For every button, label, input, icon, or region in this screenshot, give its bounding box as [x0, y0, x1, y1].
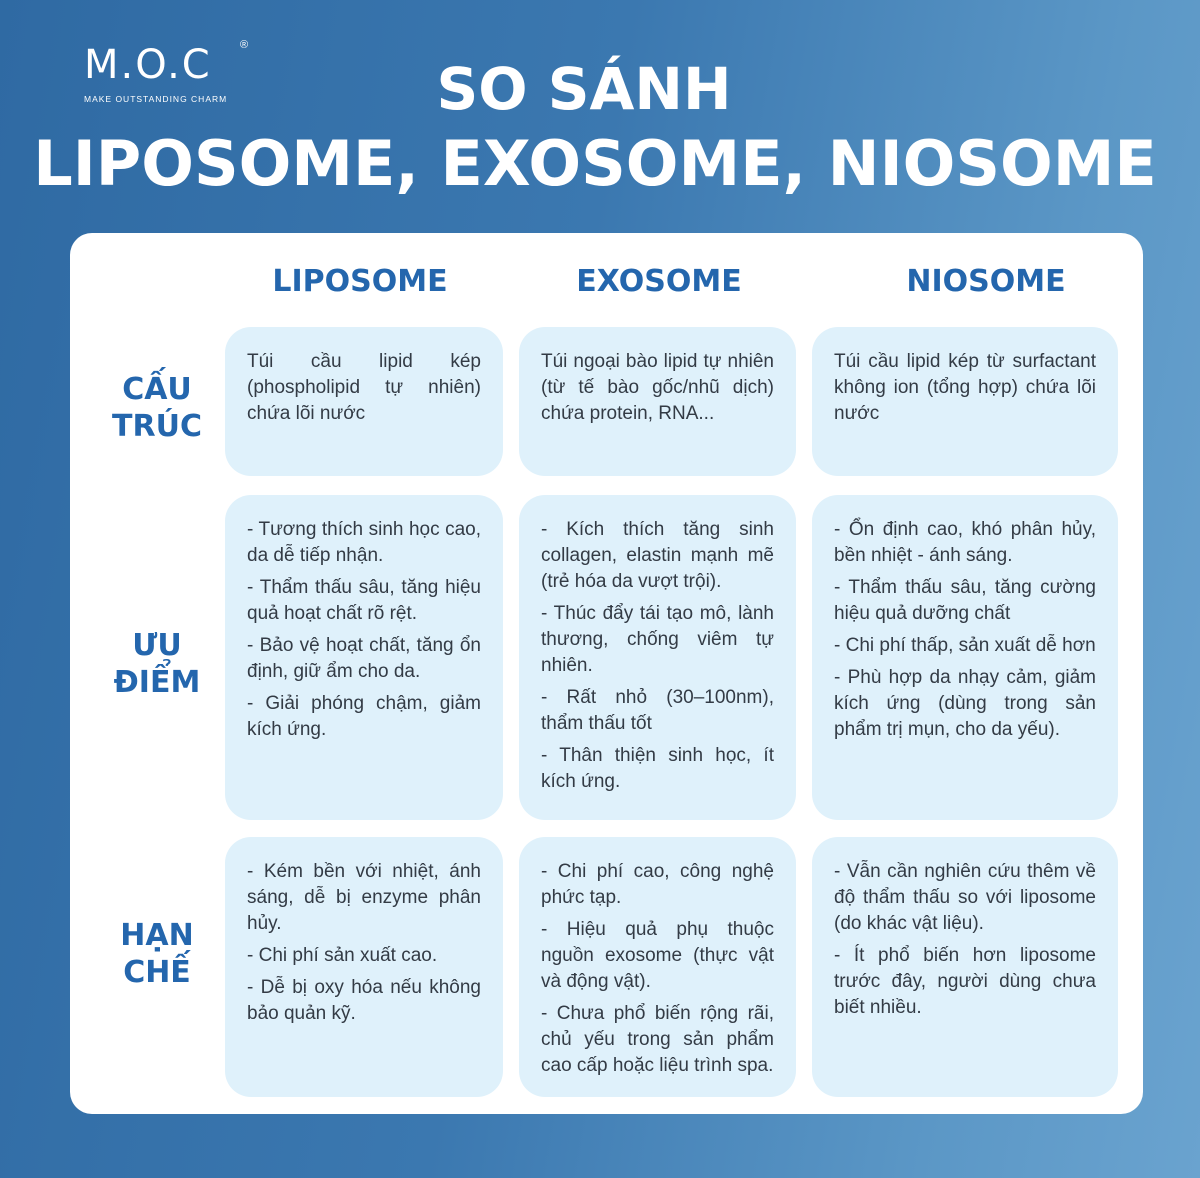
cell-text: - Thúc đẩy tái tạo mô, lành thương, chống viêm tự nhiên. [541, 603, 774, 676]
cell-exosome-advantages [519, 495, 796, 820]
cell-text: Túi ngoại bào lipid tự nhiên (từ tế bào gốc/nhũ dịch) chứa protein, RNA... [541, 351, 774, 424]
cell-text: - Bảo vệ hoạt chất, tăng ổn định, giữ ẩm cho da. [247, 635, 481, 682]
cell-text: - Dễ bị oxy hóa nếu không bảo quản kỹ. [247, 977, 481, 1024]
page-title-line-2: LIPOSOME, EXOSOME, NIOSOME [33, 127, 1157, 200]
cell-text: - Giải phóng chậm, giảm kích ứng. [247, 693, 481, 740]
cell-exosome-limitations [519, 837, 796, 1097]
cell-text: Túi cầu lipid kép từ surfactant không ion (tổng hợp) chứa lõi nước [834, 351, 1096, 424]
row-header-structure [92, 371, 222, 445]
column-header-exosome: EXOSOME [576, 264, 742, 299]
cell-text: - Chi phí sản xuất cao. [247, 945, 438, 966]
row-header-limitations [92, 917, 222, 991]
cell-niosome-advantages [812, 495, 1118, 820]
cell-liposome-limitations [225, 837, 503, 1097]
column-header-niosome: NIOSOME [906, 264, 1066, 299]
page-title-line-1: SO SÁNH [436, 55, 732, 123]
cell-exosome-structure [519, 327, 796, 476]
row-header-line: ƯU [132, 628, 182, 663]
cell-text: - Chi phí cao, công nghệ phức tạp. [541, 861, 774, 908]
cell-text: - Kém bền với nhiệt, ánh sáng, dễ bị enzyme phân hủy. [247, 861, 481, 934]
cell-text: - Ổn định cao, khó phân hủy, bền nhiệt - ánh sáng. [834, 519, 1096, 566]
column-header-liposome: LIPOSOME [272, 264, 448, 299]
cell-text: - Phù hợp da nhạy cảm, giảm kích ứng (dùng trong sản phẩm trị mụn, cho da yếu). [834, 667, 1096, 740]
cell-text: - Thân thiện sinh học, ít kích ứng. [541, 745, 774, 792]
cell-text: - Tương thích sinh học cao, da dễ tiếp nhận. [247, 519, 481, 566]
row-header-line: CẤU [122, 372, 192, 407]
cell-text: - Ít phổ biến hơn liposome trước đây, người dùng chưa biết nhiều. [834, 945, 1096, 1018]
logo-wordmark: M.O.C [84, 42, 212, 88]
row-header-line: HẠN [120, 918, 194, 953]
cell-text: - Chưa phổ biến rộng rãi, chủ yếu trong sản phẩm cao cấp hoặc liệu trình spa. [541, 1003, 774, 1076]
logo-tagline: MAKE OUTSTANDING CHARM [84, 94, 228, 104]
cell-text: - Thẩm thấu sâu, tăng cường hiệu quả dưỡng chất [834, 577, 1096, 624]
registered-mark: ® [240, 39, 249, 51]
cell-liposome-structure [225, 327, 503, 476]
cell-text: - Kích thích tăng sinh collagen, elastin mạnh mẽ (trẻ hóa da vượt trội). [541, 519, 774, 592]
row-header-line: ĐIỂM [113, 665, 201, 700]
cell-niosome-structure [812, 327, 1118, 476]
row-header-line: CHẾ [123, 955, 191, 990]
row-header-advantages [92, 627, 222, 701]
cell-text: - Vẫn cần nghiên cứu thêm về độ thẩm thấu so với liposome (do khác vật liệu). [834, 861, 1096, 934]
cell-text: - Hiệu quả phụ thuộc nguồn exosome (thực vật và động vật). [541, 919, 774, 992]
row-header-line: TRÚC [112, 409, 202, 444]
cell-niosome-limitations [812, 837, 1118, 1097]
cell-liposome-advantages [225, 495, 503, 820]
cell-text: - Thẩm thấu sâu, tăng hiệu quả hoạt chất rõ rệt. [247, 577, 481, 624]
cell-text: Túi cầu lipid kép (phospholipid tự nhiên) chứa lõi nước [247, 351, 481, 424]
cell-text: - Chi phí thấp, sản xuất dễ hơn [834, 635, 1096, 656]
cell-text: - Rất nhỏ (30–100nm), thẩm thấu tốt [541, 687, 774, 734]
